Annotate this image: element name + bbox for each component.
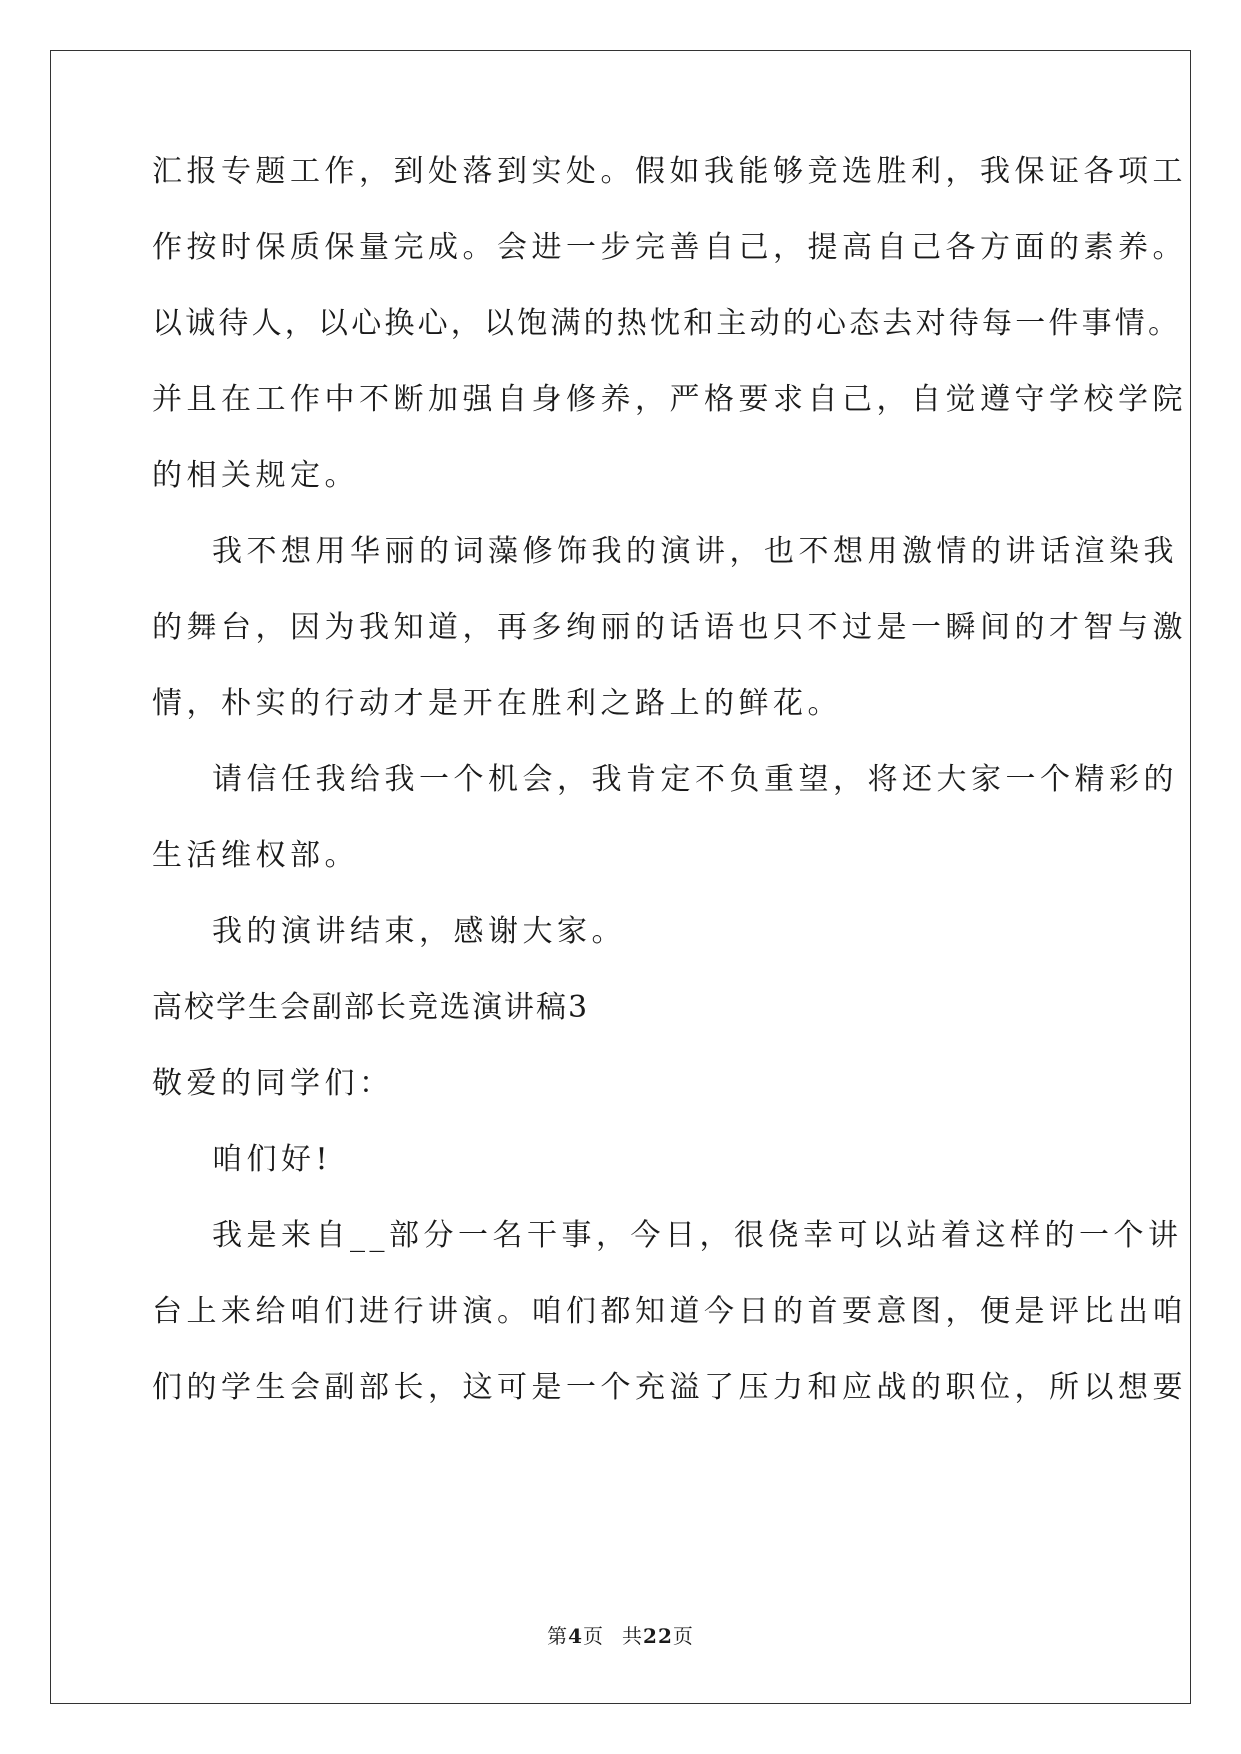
current-page-number: 4 [568,1624,584,1648]
footer-prefix: 第 [547,1624,569,1648]
section-title: 高校学生会副部长竞选演讲稿3 [152,990,590,1025]
text-line: 的相关规定。 [152,458,359,493]
footer-total-prefix: 共 [622,1624,644,1648]
text-line: 我是来自__部分一名干事，今日，很侥幸可以站着这样的一个讲 [212,1218,1183,1253]
text-line: 以诚待人，以心换心，以饱满的热忱和主动的心态去对待每一件事情。 [152,306,1182,341]
greeting: 咱们好! [212,1142,333,1177]
page-border [50,50,1191,1704]
salutation: 敬爱的同学们： [152,1066,394,1101]
text-line: 生活维权部。 [152,838,359,873]
total-pages-number: 22 [643,1624,673,1648]
page-footer [0,1624,1241,1648]
text-line: 作按时保质保量完成。会进一步完善自己，提高自己各方面的素养。 [152,230,1187,265]
text-line: 们的学生会副部长，这可是一个充溢了压力和应战的职位，所以想要 [152,1370,1187,1405]
text-line: 汇报专题工作，到处落到实处。假如我能够竞选胜利，我保证各项工 [152,154,1187,189]
footer-total-suffix: 页 [672,1624,694,1648]
text-line: 情，朴实的行动才是开在胜利之路上的鲜花。 [152,686,842,721]
text-line: 我不想用华丽的词藻修饰我的演讲，也不想用激情的讲话渲染我 [212,534,1178,569]
text-line: 并且在工作中不断加强自身修养，严格要求自己，自觉遵守学校学院 [152,382,1187,417]
text-line: 的舞台，因为我知道，再多绚丽的话语也只不过是一瞬间的才智与激 [152,610,1187,645]
text-line: 台上来给咱们进行讲演。咱们都知道今日的首要意图，便是评比出咱 [152,1294,1187,1329]
text-line: 请信任我给我一个机会，我肯定不负重望，将还大家一个精彩的 [212,762,1178,797]
text-line: 我的演讲结束，感谢大家。 [212,914,626,949]
footer-page-suffix: 页 [583,1624,605,1648]
